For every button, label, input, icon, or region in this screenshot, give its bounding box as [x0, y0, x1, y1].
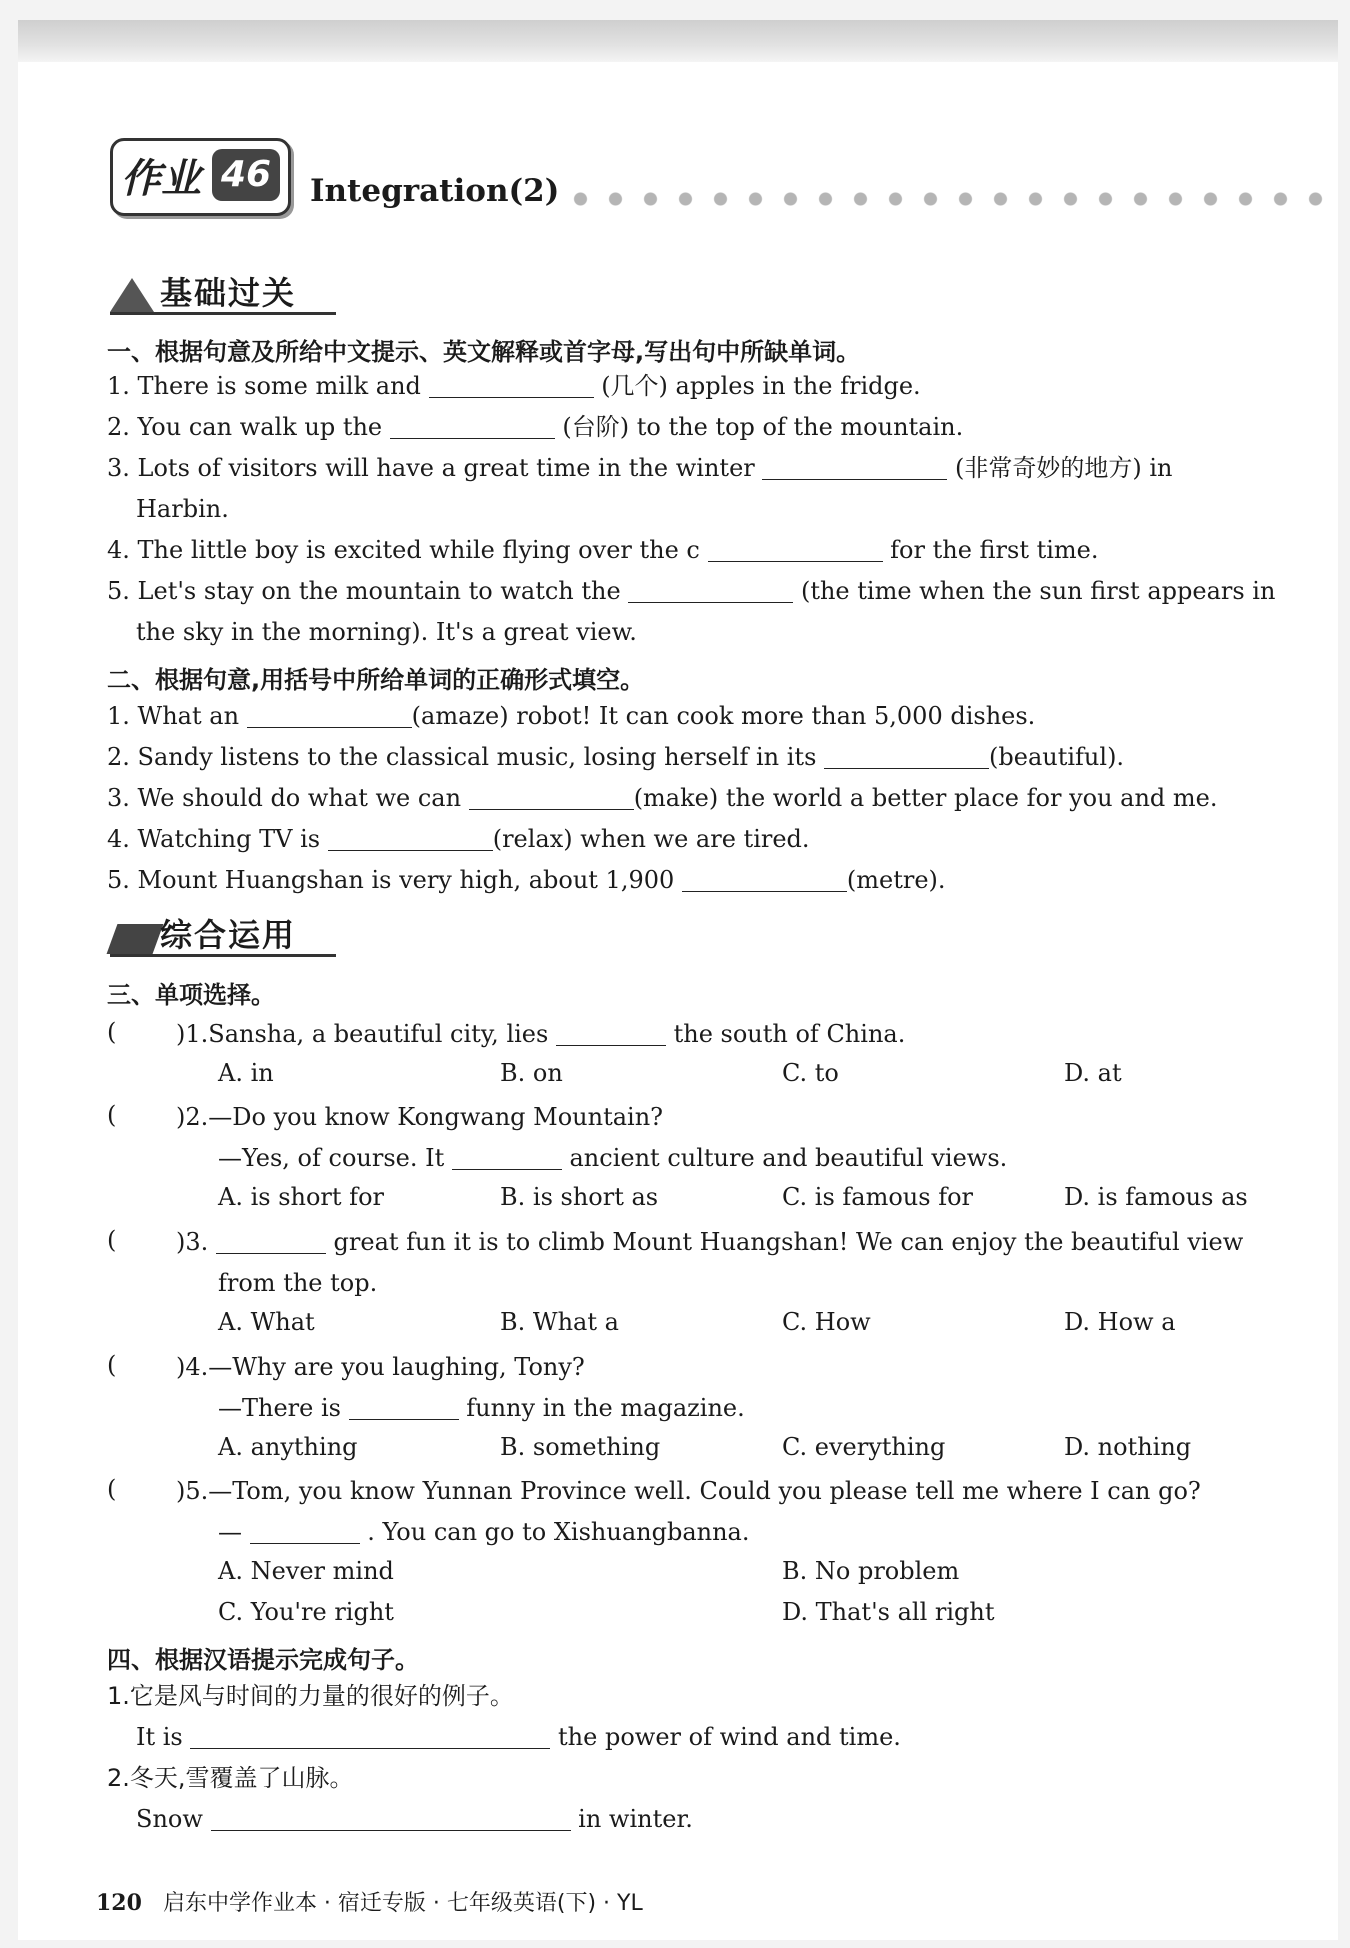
question-text-before: —Tom, you know Yunnan Province well. Could you please tell me where I can go? [208, 1477, 1201, 1505]
choice-option[interactable]: A. is short for [218, 1183, 384, 1211]
item-number: 4. [107, 825, 130, 853]
answer-blank[interactable] [211, 1804, 571, 1831]
choice-option[interactable]: C. to [782, 1059, 839, 1087]
item-number: 1. [107, 1682, 130, 1710]
item-text-after: for the first time. [890, 536, 1099, 564]
item-text-before: Mount Huangshan is very high, about 1,900 [137, 866, 675, 894]
item-number: 5. [107, 866, 130, 894]
answer-blank[interactable] [682, 865, 847, 892]
answer-parenthesis[interactable]: ( [107, 1101, 117, 1129]
item-continuation: Harbin. [136, 495, 229, 523]
item-text-after: (非常奇妙的地方) in [955, 454, 1173, 482]
question-text-before: — [218, 1518, 242, 1546]
question-line [176, 1101, 663, 1133]
homework-number: 46 [212, 149, 280, 201]
question-text-after: the south of China. [673, 1020, 906, 1048]
dotted-divider [563, 192, 1333, 206]
item-number: 2. [107, 413, 130, 441]
question-line [176, 1475, 1201, 1507]
fill-item [107, 782, 1218, 814]
choice-option[interactable]: C. everything [782, 1433, 946, 1461]
question-number: )4. [176, 1353, 209, 1381]
item-continuation: the sky in the morning). It's a great view. [136, 618, 637, 646]
answer-blank[interactable] [429, 371, 594, 398]
answer-blank[interactable] [250, 1517, 360, 1544]
item-number: 1. [107, 372, 130, 400]
fill-item [107, 452, 1173, 484]
answer-blank[interactable] [708, 535, 883, 562]
section-banner-label: 基础过关 [160, 274, 297, 312]
answer-parenthesis[interactable]: ( [107, 1226, 117, 1254]
mountain-icon [110, 278, 154, 312]
choice-option[interactable]: A. anything [218, 1433, 358, 1461]
english-sentence [136, 1721, 901, 1753]
question-line [176, 1018, 905, 1050]
section-banner-label: 综合运用 [160, 916, 297, 954]
fill-item [107, 411, 963, 443]
item-text-after: (台阶) to the top of the mountain. [562, 413, 964, 441]
scan-edge [18, 20, 1338, 62]
item-number: 3. [107, 454, 130, 482]
homework-badge [110, 138, 291, 216]
choice-option[interactable]: B. No problem [782, 1557, 960, 1585]
question-text-before: —Yes, of course. It [218, 1144, 445, 1172]
fill-item [107, 370, 921, 402]
question-line [176, 1226, 1243, 1258]
page-title: Integration(2) [310, 173, 560, 209]
answer-blank[interactable] [390, 412, 555, 439]
choice-option[interactable]: D. is famous as [1064, 1183, 1248, 1211]
question-text-after: funny in the magazine. [466, 1394, 745, 1422]
choice-option[interactable]: A. Never mind [218, 1557, 394, 1585]
item-text-before: Sandy listens to the classical music, losing herself in its [137, 743, 817, 771]
answer-parenthesis[interactable]: ( [107, 1475, 117, 1503]
chinese-prompt [107, 1762, 354, 1794]
item-text-after: (relax) when we are tired. [492, 825, 810, 853]
question-text-before: —Why are you laughing, Tony? [208, 1353, 585, 1381]
footer-text: 启东中学作业本 · 宿迁专版 · 七年级英语(下) · YL [162, 1891, 643, 1916]
item-text-after: (几个) apples in the fridge. [601, 372, 921, 400]
question-text-after: great fun it is to climb Mount Huangshan! We can enjoy the beautiful view [333, 1228, 1244, 1256]
question-number: )1. [176, 1020, 209, 1048]
sentence-end: in winter. [578, 1805, 693, 1833]
fill-item [107, 864, 946, 896]
choice-option[interactable]: B. What a [500, 1308, 619, 1336]
sentence-end: the power of wind and time. [558, 1723, 901, 1751]
sentence-start: It is [136, 1723, 183, 1751]
item-text-before: Let's stay on the mountain to watch the [137, 577, 621, 605]
choice-option[interactable]: C. You're right [218, 1598, 394, 1626]
question-text-before: Sansha, a beautiful city, lies [208, 1020, 549, 1048]
item-text-before: What an [137, 702, 240, 730]
question-line [218, 1142, 1007, 1174]
item-text-after: (make) the world a better place for you and me. [633, 784, 1218, 812]
part2-heading: 二、根据句意,用括号中所给单词的正确形式填空。 [107, 666, 645, 694]
answer-blank[interactable] [190, 1722, 550, 1749]
sentence-start: Snow [136, 1805, 203, 1833]
answer-parenthesis[interactable]: ( [107, 1018, 117, 1046]
item-number: 5. [107, 577, 130, 605]
fill-item [107, 823, 810, 855]
choice-option[interactable]: B. on [500, 1059, 563, 1087]
item-text-before: You can walk up the [137, 413, 383, 441]
fill-item [107, 741, 1124, 773]
item-number: 4. [107, 536, 130, 564]
item-text-after: (metre). [846, 866, 946, 894]
choice-option[interactable]: B. something [500, 1433, 661, 1461]
item-text-after: (amaze) robot! It can cook more than 5,000 dishes. [411, 702, 1036, 730]
chinese-prompt [107, 1680, 514, 1712]
choice-option[interactable]: D. How a [1064, 1308, 1176, 1336]
workbook-page [18, 20, 1338, 1940]
page-footer [96, 1886, 643, 1917]
choice-option[interactable]: D. at [1064, 1059, 1122, 1087]
prompt-text: 冬天,雪覆盖了山脉。 [129, 1764, 354, 1792]
answer-blank[interactable] [216, 1227, 326, 1254]
question-text-before: from the top. [218, 1269, 378, 1297]
item-number: 1. [107, 702, 130, 730]
item-text-before: We should do what we can [137, 784, 462, 812]
answer-blank[interactable] [556, 1019, 666, 1046]
fill-item [107, 700, 1035, 732]
answer-blank[interactable] [762, 453, 947, 480]
answer-blank[interactable] [628, 576, 793, 603]
answer-blank[interactable] [824, 742, 989, 769]
answer-blank[interactable] [328, 824, 493, 851]
question-line [176, 1351, 585, 1383]
fill-item [107, 534, 1099, 566]
answer-parenthesis[interactable]: ( [107, 1351, 117, 1379]
question-text-after: ancient culture and beautiful views. [569, 1144, 1008, 1172]
item-number: 3. [107, 784, 130, 812]
item-number: 2. [107, 743, 130, 771]
fill-item [107, 575, 1275, 607]
homework-badge-label: 作业 [121, 156, 201, 202]
page-number: 120 [96, 1890, 142, 1916]
question-text-before: —Do you know Kongwang Mountain? [208, 1103, 664, 1131]
part1-heading: 一、根据句意及所给中文提示、英文解释或首字母,写出句中所缺单词。 [107, 338, 861, 366]
part3-heading: 三、单项选择。 [107, 981, 275, 1009]
item-text-after: (the time when the sun first appears in [800, 577, 1276, 605]
item-text-before: There is some milk and [137, 372, 421, 400]
question-number: )5. [176, 1477, 209, 1505]
answer-blank[interactable] [247, 701, 412, 728]
question-line [218, 1267, 377, 1299]
item-text-before: The little boy is excited while flying over the c [137, 536, 700, 564]
prompt-text: 它是风与时间的力量的很好的例子。 [129, 1682, 514, 1710]
section-banner-application [110, 908, 336, 957]
item-text-before: Watching TV is [137, 825, 321, 853]
banner-block-icon [107, 924, 164, 954]
answer-blank[interactable] [469, 783, 634, 810]
choice-option[interactable]: C. is famous for [782, 1183, 973, 1211]
choice-option[interactable]: B. is short as [500, 1183, 659, 1211]
question-line [218, 1392, 745, 1424]
question-text-after: . You can go to Xishuangbanna. [367, 1518, 750, 1546]
item-text-before: Lots of visitors will have a great time in the winter [137, 454, 755, 482]
question-text-before: —There is [218, 1394, 341, 1422]
question-number: )2. [176, 1103, 209, 1131]
item-number: 2. [107, 1764, 130, 1792]
answer-blank[interactable] [349, 1393, 459, 1420]
english-sentence [136, 1803, 693, 1835]
choice-option[interactable]: A. in [218, 1059, 274, 1087]
choice-option[interactable]: C. How [782, 1308, 871, 1336]
section-banner-basics [110, 266, 336, 315]
choice-option[interactable]: D. nothing [1064, 1433, 1192, 1461]
choice-option[interactable]: A. What [218, 1308, 315, 1336]
question-line [218, 1516, 749, 1548]
part4-heading: 四、根据汉语提示完成句子。 [107, 1646, 419, 1674]
answer-blank[interactable] [452, 1143, 562, 1170]
item-text-after: (beautiful). [989, 743, 1125, 771]
choice-option[interactable]: D. That's all right [782, 1598, 995, 1626]
question-number: )3. [176, 1228, 209, 1256]
